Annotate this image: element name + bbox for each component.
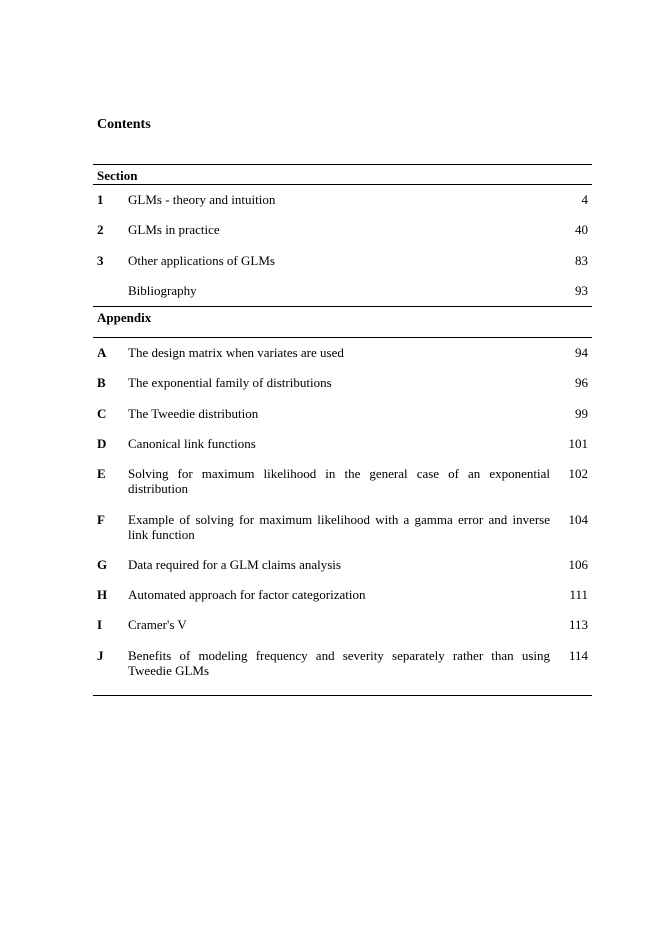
- appendix-header: Appendix: [97, 310, 152, 325]
- toc-number: 2: [97, 222, 104, 237]
- toc-title: Bibliography: [128, 283, 197, 298]
- toc-number: I: [97, 617, 103, 632]
- toc-title: Benefits of modeling frequency and severity separately rather than using Tweedie GLMs: [128, 648, 550, 678]
- toc-title: Data required for a GLM claims analysis: [128, 557, 341, 572]
- toc-title: The Tweedie distribution: [128, 406, 259, 421]
- toc-page: 99: [575, 406, 588, 421]
- toc-page: 96: [575, 375, 588, 390]
- toc-title: The design matrix when variates are used: [128, 345, 344, 360]
- page-title: Contents: [97, 117, 151, 132]
- toc-number: A: [97, 345, 107, 360]
- toc-title: GLMs in practice: [128, 222, 220, 237]
- toc-page: 4: [581, 192, 588, 207]
- appendix-top-rule: [93, 306, 592, 307]
- toc-page: 113: [568, 617, 588, 632]
- toc-title: Example of solving for maximum likelihood with a gamma error and inverse link function: [128, 512, 550, 542]
- section-header-rule: [93, 184, 592, 185]
- toc-number: B: [97, 375, 106, 390]
- toc-page: 94: [575, 345, 588, 360]
- toc-page: 114: [568, 648, 588, 663]
- toc-page: 111: [569, 587, 588, 602]
- toc-number: H: [97, 587, 108, 602]
- toc-page: 104: [568, 512, 588, 527]
- toc-page: 40: [575, 222, 588, 237]
- toc-title: Solving for maximum likelihood in the general case of an exponential distribution: [128, 466, 550, 496]
- toc-title: GLMs - theory and intuition: [128, 192, 276, 207]
- toc-number: 3: [97, 253, 104, 268]
- toc-number: G: [97, 557, 108, 572]
- appendix-header-rule: [93, 337, 592, 338]
- section-header: Section: [97, 168, 138, 183]
- toc-page: 101: [568, 436, 588, 451]
- toc-number: E: [97, 466, 106, 481]
- toc-number: J: [97, 648, 104, 663]
- toc-page: 93: [575, 283, 588, 298]
- toc-title: Other applications of GLMs: [128, 253, 275, 268]
- table-top-rule: [93, 164, 592, 165]
- toc-number: F: [97, 512, 105, 527]
- toc-page: 106: [568, 557, 588, 572]
- toc-title: The exponential family of distributions: [128, 375, 332, 390]
- toc-title: Automated approach for factor categorization: [128, 587, 366, 602]
- table-bottom-rule: [93, 695, 592, 696]
- toc-number: 1: [97, 192, 104, 207]
- toc-page: 102: [568, 466, 588, 481]
- toc-title: Cramer's V: [128, 617, 187, 632]
- toc-number: C: [97, 406, 107, 421]
- toc-number: D: [97, 436, 107, 451]
- toc-title: Canonical link functions: [128, 436, 256, 451]
- toc-page: 83: [575, 253, 588, 268]
